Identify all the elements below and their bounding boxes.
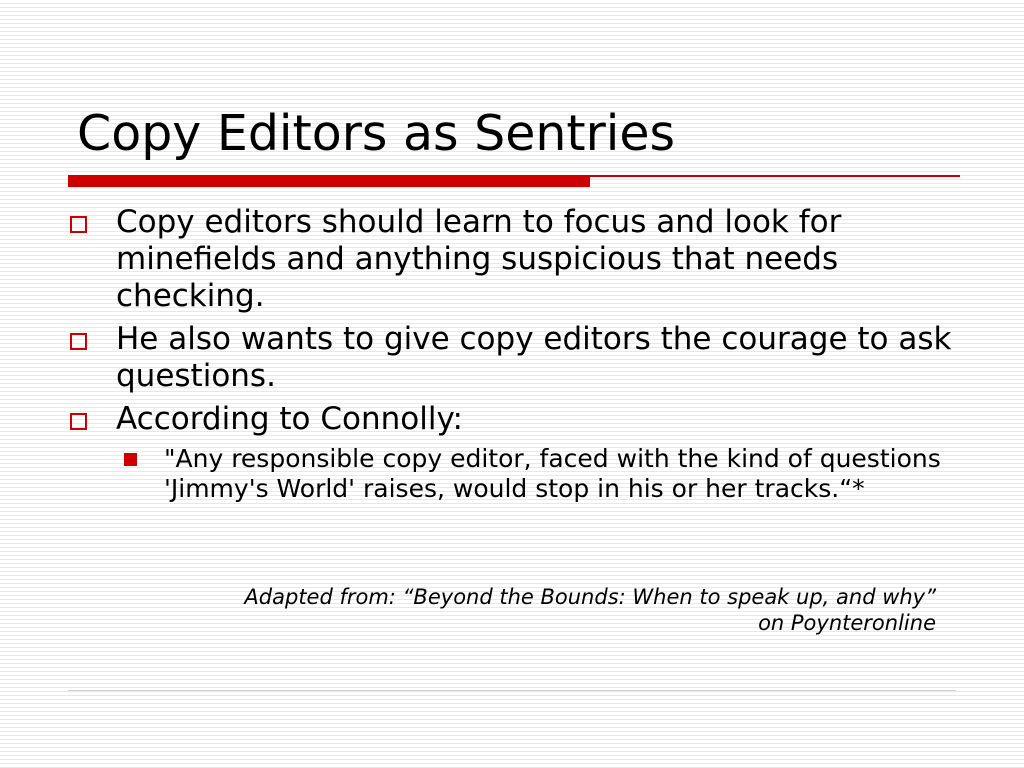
title-underline-thick	[68, 175, 590, 187]
hollow-square-bullet-icon	[70, 413, 87, 430]
source-line-1: Adapted from: “Beyond the Bounds: When to speak up, and why”	[244, 585, 936, 609]
bullet-item	[0, 204, 956, 315]
sub-bullet-text: "Any responsible copy editor, faced with the kind of questions 'Jimmy's World' raises, would stop in his or her tracks.“*	[164, 444, 941, 503]
bullet-item	[0, 321, 956, 395]
footer-divider	[68, 690, 956, 691]
slide-title: Copy Editors as Sentries	[77, 105, 676, 162]
hollow-square-bullet-icon	[70, 216, 87, 233]
bullet-text: According to Connolly:	[116, 401, 463, 437]
bullet-item	[0, 401, 956, 438]
source-citation	[56, 584, 936, 636]
hollow-square-bullet-icon	[70, 333, 87, 350]
sub-bullet-item	[0, 444, 944, 504]
source-line-2: on Poynteronline	[758, 611, 936, 635]
bullet-text: He also wants to give copy editors the courage to ask questions.	[116, 321, 952, 394]
title-underline-thin	[590, 175, 960, 177]
bullet-text: Copy editors should learn to focus and look for minefields and anything suspicious that needs checking.	[116, 204, 842, 314]
filled-square-bullet-icon	[124, 453, 137, 466]
bullet-list	[0, 204, 1024, 504]
